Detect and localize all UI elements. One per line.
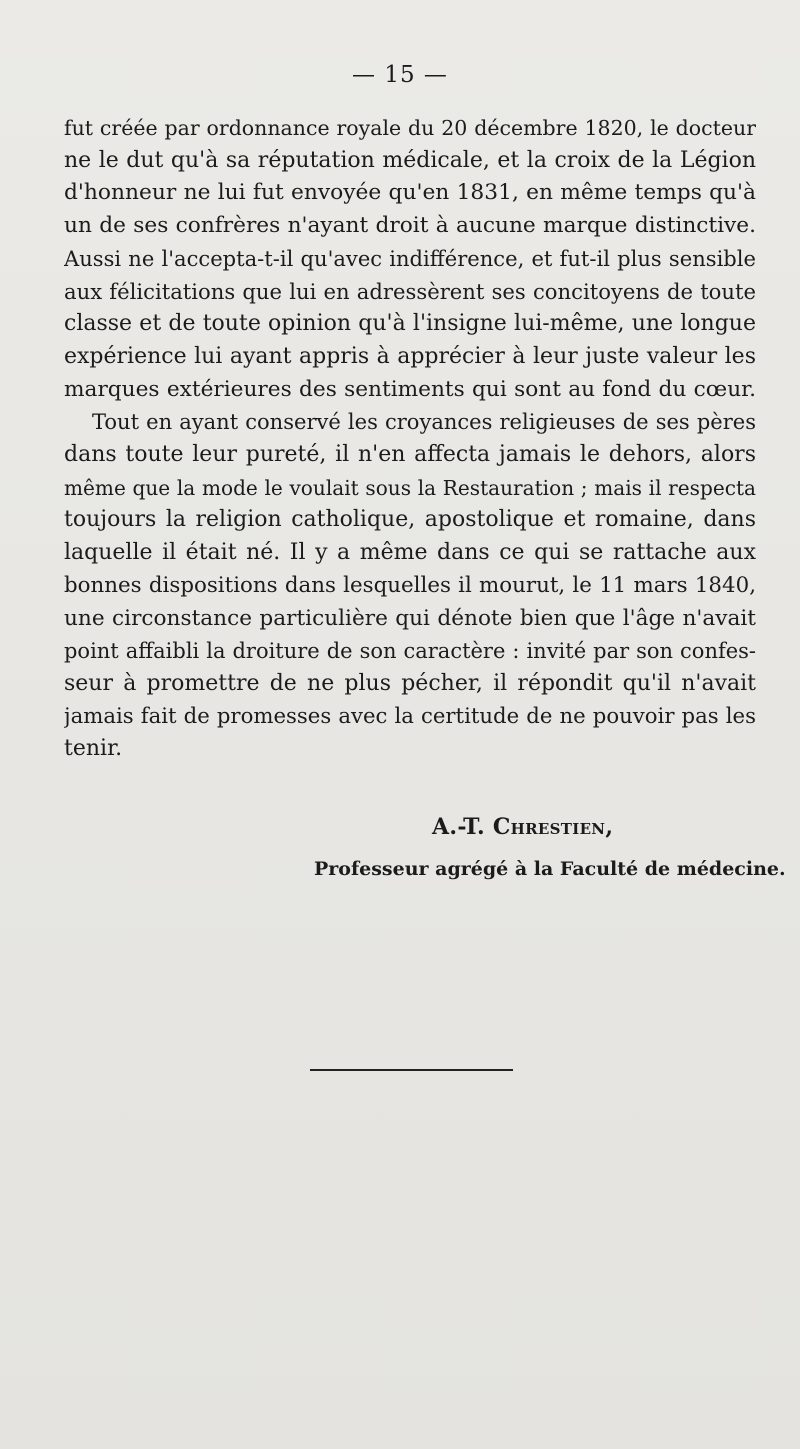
text-line: classe et de toute opinion qu'à l'insigne lui-même, une longue	[64, 311, 756, 337]
text-line: aux félicitations que lui en adressèrent ses concitoyens de toute	[64, 278, 756, 304]
text-line: bonnes dispositions dans lesquelles il mourut, le 11 mars 1840,	[64, 572, 756, 598]
text-line: dans toute leur pureté, il n'en affecta jamais le dehors, alors	[64, 442, 756, 468]
text-line: expérience lui ayant appris à apprécier à leur juste valeur les	[64, 343, 756, 369]
page-number: — 15 —	[352, 62, 448, 88]
text-line: laquelle il était né. Il y a même dans ce qui se rattache aux	[64, 540, 756, 566]
author-signature	[432, 814, 613, 840]
text-line: d'honneur ne lui fut envoyée qu'en 1831, en même temps qu'à	[64, 180, 756, 206]
author-affiliation: Professeur agrégé à la Faculté de médecine.	[314, 858, 786, 880]
text-line: même que la mode le voulait sous la Restauration ; mais il respecta	[64, 475, 756, 500]
text-line: une circonstance particulière qui dénote bien que l'âge n'avait	[64, 605, 756, 631]
text-line: jamais fait de promesses avec la certitude de ne pouvoir pas les	[64, 703, 756, 729]
text-line: Aussi ne l'accepta-t-il qu'avec indifférence, et fut-il plus sensible	[64, 245, 756, 271]
text-line: seur à promettre de ne plus pécher, il répondit qu'il n'avait	[64, 670, 756, 696]
text-line: Tout en ayant conservé les croyances religieuses de ses pères	[92, 409, 756, 435]
body-text	[64, 112, 756, 766]
text-line: un de ses confrères n'ayant droit à aucune marque distinctive.	[64, 213, 756, 239]
author-punctuation: ,	[605, 814, 614, 840]
text-line: ne le dut qu'à sa réputation médicale, et la croix de la Légion	[64, 147, 756, 173]
text-line: toujours la religion catholique, apostolique et romaine, dans	[64, 507, 756, 533]
paragraph-2	[64, 406, 756, 766]
text-line: point affaibli la droiture de son caractère : invité par son confes-	[64, 639, 756, 664]
section-divider	[310, 1069, 513, 1071]
text-line: marques extérieures des sentiments qui sont au fond du cœur.	[64, 376, 756, 402]
text-line: fut créée par ordonnance royale du 20 décembre 1820, le docteur	[64, 116, 756, 140]
paragraph-1	[64, 112, 756, 406]
author-initials: A.-T.	[432, 814, 493, 840]
text-line: tenir.	[64, 736, 123, 762]
author-surname: Chrestien	[492, 814, 606, 840]
